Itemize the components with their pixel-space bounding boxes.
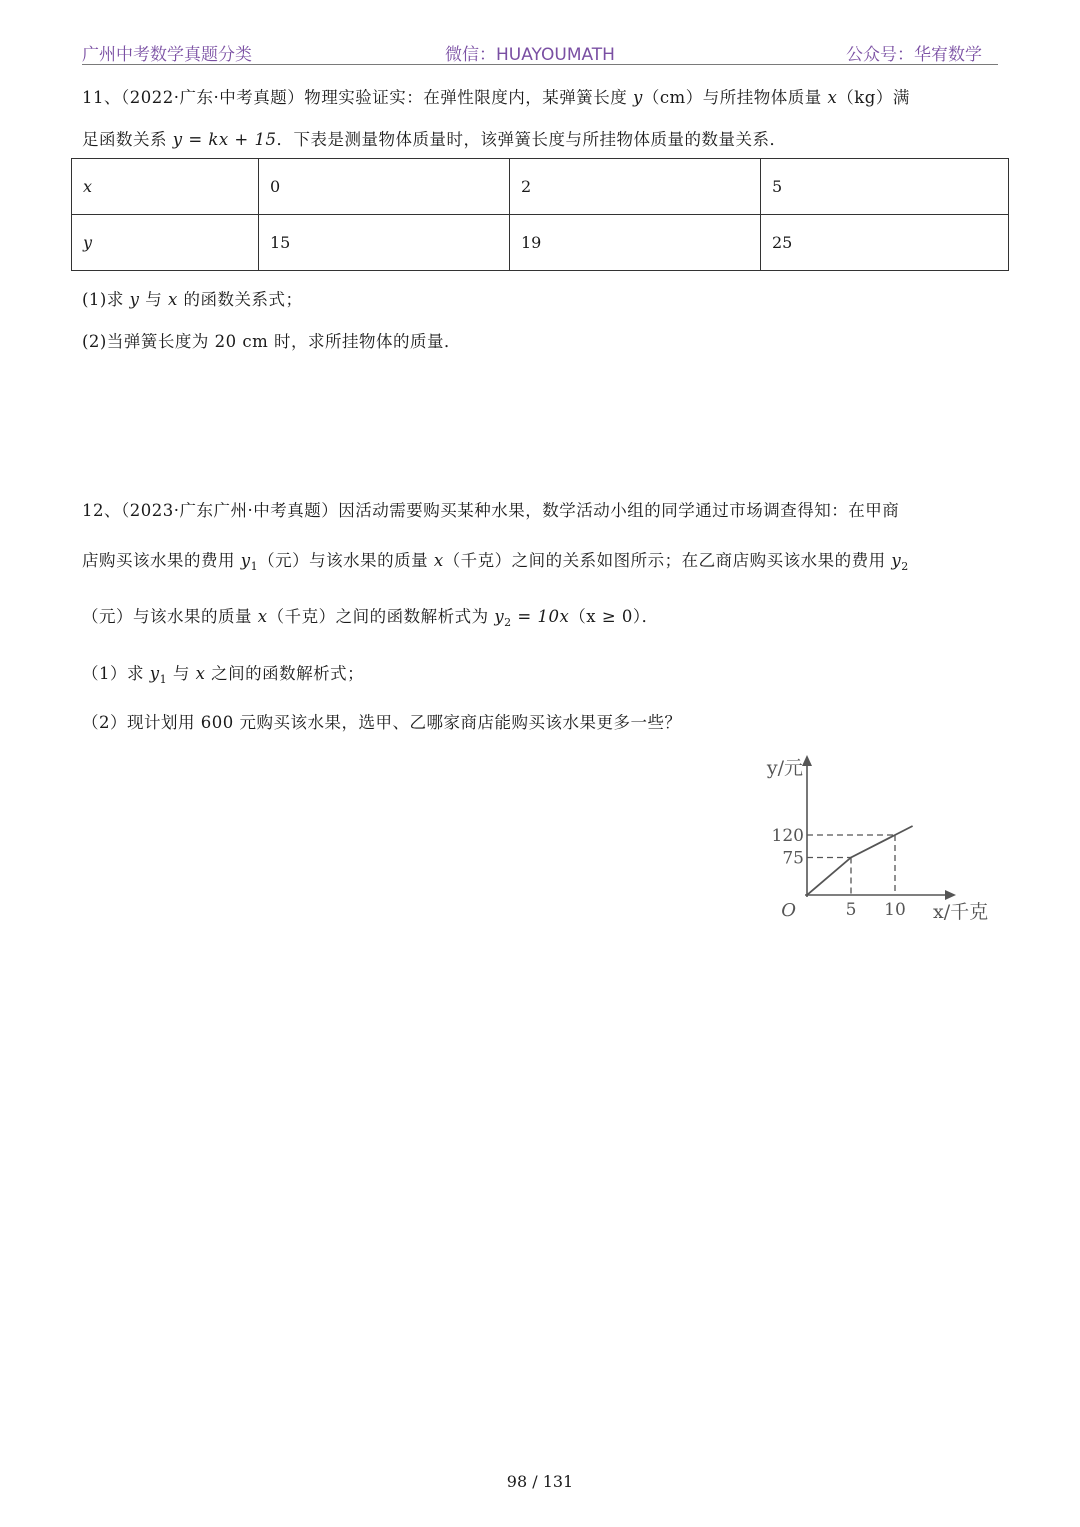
var-y: y: [632, 88, 643, 107]
subscript: 2: [901, 560, 909, 573]
q12-part-2: （2）现计划用 600 元购买该水果，选甲、乙哪家商店能购买该水果更多一些？: [82, 713, 682, 732]
q12-text: 店购买该水果的费用: [82, 551, 241, 570]
series-line-y1: [807, 826, 913, 895]
q11-part-1: [82, 286, 303, 310]
price-graph: [760, 750, 1010, 930]
q12-text: （x ≥ 0）．: [569, 607, 659, 626]
q11-line-2: [82, 126, 787, 150]
q12-line-2: [82, 547, 909, 573]
header-wechat: 微信：HUAYOUMATH: [445, 45, 615, 65]
q12-text: （千克）之间的关系如图所示；在乙商店购买该水果的费用: [443, 551, 892, 570]
q12-text: （元）与该水果的质量: [258, 551, 434, 570]
q12-part-1: [82, 660, 364, 686]
page-number: 98 / 131: [506, 1472, 574, 1491]
origin-label: O: [781, 900, 796, 921]
q11-text: ．下表是测量物体质量时，该弹簧长度与所挂物体质量的数量关系．: [276, 130, 787, 149]
table-cell: x: [72, 159, 259, 215]
page-header: [82, 38, 998, 65]
formula: = 10x: [511, 607, 570, 626]
q12-text: 之间的函数解析式；: [205, 664, 365, 683]
var-x: x: [167, 290, 178, 309]
table-row: [72, 215, 1009, 271]
q11-text: （cm）与所挂物体质量: [642, 88, 828, 107]
var-y1: y: [240, 551, 251, 570]
table-cell: 0: [259, 159, 510, 215]
x-axis-label: x/千克: [933, 901, 989, 923]
x-tick-label: 10: [884, 900, 906, 920]
q11-part-2: (2)当弹簧长度为 20 cm 时，求所挂物体的质量．: [82, 332, 461, 351]
header-title: 广州中考数学真题分类: [82, 45, 252, 65]
var-x: x: [433, 551, 444, 570]
q12-text: （元）与该水果的质量: [82, 607, 258, 626]
var-x: x: [257, 607, 268, 626]
subscript: 1: [159, 673, 168, 686]
y-axis-arrow-icon: [802, 755, 812, 766]
var-y1: y: [149, 664, 160, 683]
q11-text: (1)求: [82, 290, 130, 309]
q11-line-1: [82, 84, 910, 108]
q11-text: 与: [139, 290, 168, 309]
table-cell: y: [72, 215, 259, 271]
q11-text: （kg）满: [837, 88, 910, 107]
header-account: 公众号：华宥数学: [846, 45, 982, 65]
q12-text: 与: [167, 664, 196, 683]
q11-text: 11、（2022·广东·中考真题）物理实验证实：在弹性限度内，某弹簧长度: [82, 88, 633, 107]
q11-text: 足函数关系: [82, 130, 173, 149]
x-tick-label: 5: [845, 900, 857, 920]
table-cell: 19: [510, 215, 761, 271]
q12-line-1: 12、（2023·广东广州·中考真题）因活动需要购买某种水果，数学活动小组的同学通过市场调查得知：在甲商: [82, 501, 900, 520]
q12-line-3: [82, 603, 659, 629]
y-tick-label: 75: [782, 848, 804, 869]
y-tick-label: 120: [771, 826, 804, 846]
q12-text: （1）求: [82, 664, 150, 683]
var-y: y: [129, 290, 140, 309]
subscript: 1: [250, 560, 259, 573]
var-y2: y: [494, 607, 505, 626]
q12-text: （千克）之间的函数解析式为: [267, 607, 495, 626]
table-cell: 5: [761, 159, 1009, 215]
table-cell: 25: [761, 215, 1009, 271]
formula: y = kx + 15: [172, 130, 277, 149]
table-cell: 15: [259, 215, 510, 271]
data-table: [71, 158, 1009, 271]
var-x: x: [195, 664, 206, 683]
q11-text: 的函数关系式；: [177, 290, 303, 309]
y-axis-label: y/元: [766, 757, 803, 779]
subscript: 2: [504, 616, 512, 629]
table-cell: 2: [510, 159, 761, 215]
var-y2: y: [891, 551, 902, 570]
x-axis-arrow-icon: [945, 890, 956, 900]
table-row: [72, 159, 1009, 215]
var-x: x: [827, 88, 838, 107]
